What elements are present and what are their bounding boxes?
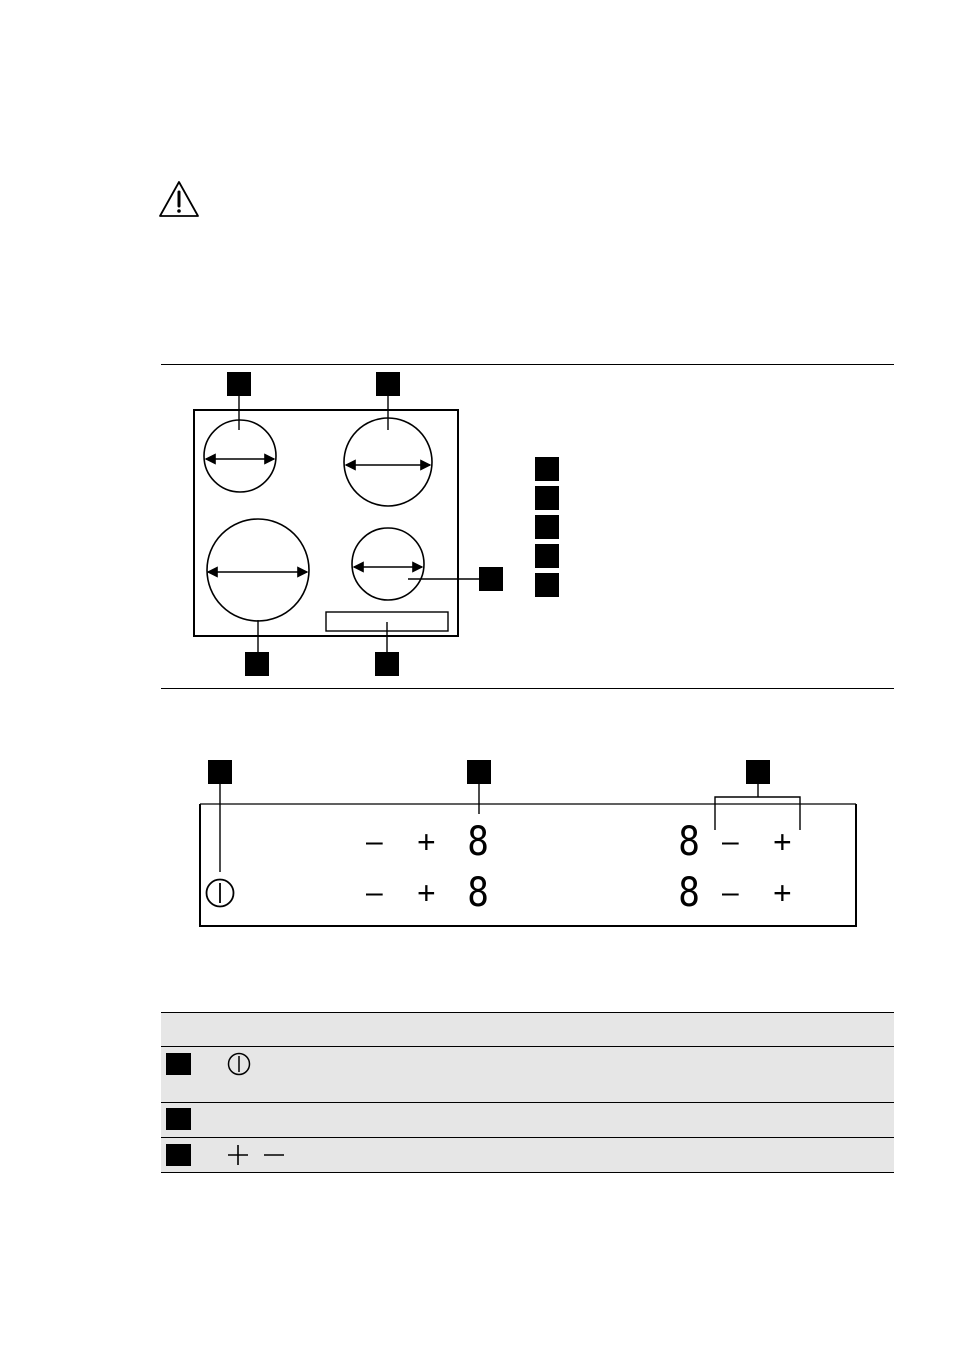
table-row-badge [166,1144,191,1166]
table-rule [161,1172,894,1173]
table-rule [161,1012,894,1013]
table-rule [161,1046,894,1047]
table-row-badge [166,1108,191,1130]
minus-button[interactable]: – [722,825,739,858]
table-header-row [161,1013,894,1046]
plus-icon [227,1144,249,1166]
minus-button[interactable]: – [722,876,739,909]
table-row-badge [166,1053,191,1075]
plus-button[interactable]: + [417,824,436,860]
minus-icon [263,1144,285,1166]
table-rule [161,1137,894,1138]
minus-button[interactable]: – [366,876,383,909]
power-icon[interactable] [204,877,236,909]
power-level-display: 8 [467,819,489,865]
plus-button[interactable]: + [773,824,792,860]
power-icon [227,1052,251,1076]
table-row [161,1103,894,1137]
table-rule [161,1102,894,1103]
plus-button[interactable]: + [417,875,436,911]
minus-button[interactable]: – [366,825,383,858]
table-row [161,1047,894,1102]
power-level-display: 8 [467,870,489,916]
power-level-display: 8 [678,819,700,865]
power-level-display: 8 [678,870,700,916]
plus-button[interactable]: + [773,875,792,911]
